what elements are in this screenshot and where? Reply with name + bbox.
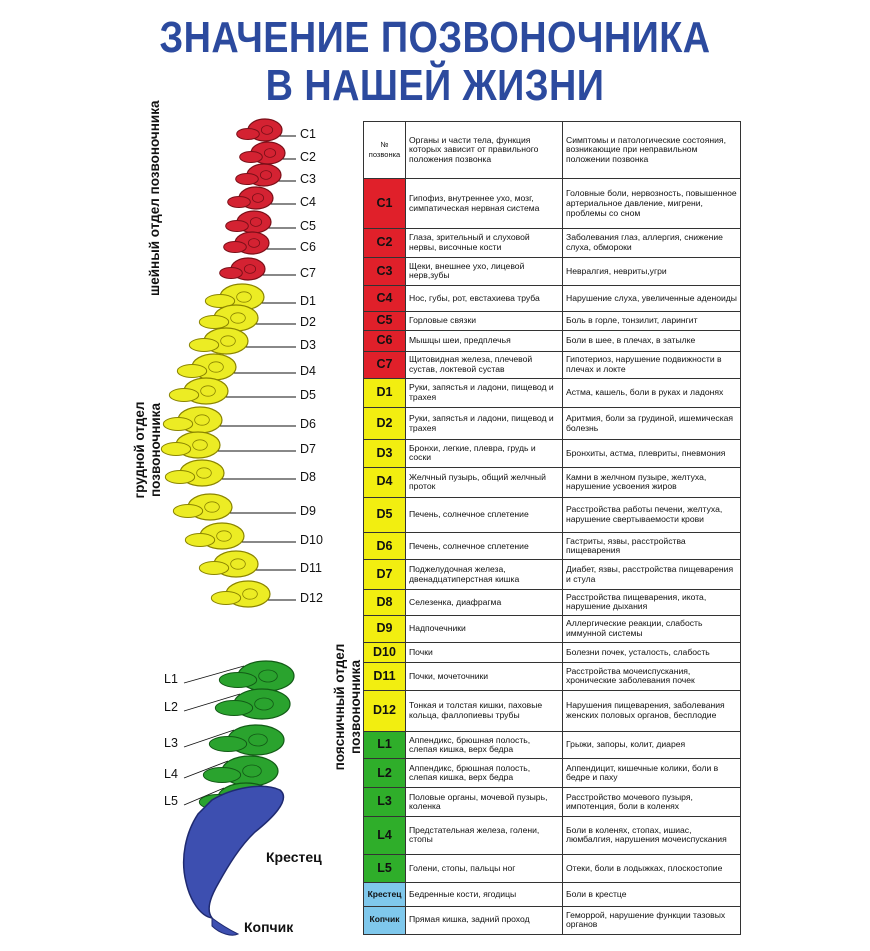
organs-cell: Бедренные кости, ягодицы [406,883,563,906]
vertebra-code-cell: L2 [364,759,406,788]
vertebra-label-c5: C5 [300,219,316,233]
vertebra-d6 [163,407,222,433]
vertebra-label-d2: D2 [300,315,316,329]
table-row [364,312,741,331]
symptoms-cell: Астма, кашель, боли в руках и ладонях [563,378,741,407]
organs-cell: Тонкая и толстая кишки, паховые кольца, фаллопиевы трубы [406,690,563,731]
organs-cell: Селезенка, диафрагма [406,589,563,615]
vertebra-label-d3: D3 [300,338,316,352]
vertebra-code-cell: D8 [364,589,406,615]
vertebra-code-cell: D7 [364,560,406,589]
thoracic-label-line-2: позвоночника [148,403,163,497]
table-row [364,378,741,407]
table-row [364,331,741,351]
lumbar-section-label [332,627,364,787]
vertebra-label-d1: D1 [300,294,316,308]
table-row [364,497,741,532]
vertebra-code-cell: L3 [364,788,406,816]
vertebra-code-cell: D1 [364,378,406,407]
table-row [364,285,741,311]
header-num: № позвонка [364,122,406,179]
symptoms-cell: Болезни почек, усталость, слабость [563,643,741,663]
vertebra-label-c1: C1 [300,127,316,141]
vertebra-d11 [199,551,258,577]
vertebra-code-cell: D4 [364,467,406,497]
table-header-row [364,122,741,179]
vertebra-label-c3: C3 [300,172,316,186]
symptoms-cell: Боли в крестце [563,883,741,906]
organs-cell: Глаза, зрительный и слуховой нервы, височные кости [406,229,563,257]
organs-cell: Печень, солнечное сплетение [406,497,563,532]
table-body [364,179,741,935]
vertebra-code-cell: D5 [364,497,406,532]
vertebra-c7 [220,258,265,280]
vertebra-code-cell: C4 [364,285,406,311]
vertebra-d12 [211,581,270,607]
organs-cell: Мышцы шеи, предплечья [406,331,563,351]
table-row [364,257,741,285]
symptoms-cell: Расстройство мочевого пузыря, импотенция, боли в коленях [563,788,741,816]
table-row [364,440,741,467]
symptoms-cell: Головные боли, нервозность, повышенное артериальное давление, мигрени, проблемы со сном [563,179,741,229]
symptoms-cell: Гипотериоз, нарушение подвижности в плечах и локте [563,351,741,378]
vertebra-code-cell: D10 [364,643,406,663]
title-line-2: В НАШЕЙ ЖИЗНИ [265,61,605,110]
organs-cell: Прямая кишка, задний проход [406,906,563,934]
header-symptoms: Симптомы и патологические состояния, возникающие при неправильном положении позвонка [563,122,741,179]
vertebra-c3 [236,164,281,186]
vertebra-d2 [199,305,258,331]
symptoms-cell: Расстройства пищеварения, икота, нарушение дыхания [563,589,741,615]
vertebra-code-cell: L5 [364,855,406,883]
symptoms-cell: Невралгия, невриты,угри [563,257,741,285]
vertebra-code-cell: D2 [364,408,406,440]
vertebra-d4 [177,354,236,380]
vertebra-l4 [203,756,278,786]
vertebra-label-d9: D9 [300,504,316,518]
vertebra-c6 [224,232,269,254]
vertebra-d3 [189,328,248,354]
table-row [364,229,741,257]
table-row [364,663,741,690]
organs-cell: Аппендикс, брюшная полость, слепая кишка, верх бедра [406,759,563,788]
vertebra-label-d4: D4 [300,364,316,378]
lumbar-label-line-1: поясничный отдел [332,643,347,771]
organs-cell: Половые органы, мочевой пузырь, коленка [406,788,563,816]
vertebra-l3 [209,725,284,755]
coccyx-shape [212,918,238,935]
symptoms-cell: Расстройства мочеиспускания, хронические заболевания почек [563,663,741,690]
vertebra-c5 [226,211,271,233]
symptoms-cell: Аллергические реакции, слабость иммунной системы [563,615,741,642]
vertebra-l1 [219,661,294,691]
symptoms-cell: Боль в горле, тонзилит, ларингит [563,312,741,331]
organs-cell: Аппендикс, брюшная полость, слепая кишка, верх бедра [406,731,563,758]
table-row [364,615,741,642]
vertebra-c4 [228,187,273,209]
table-row [364,816,741,854]
sacrum-label: Крестец [266,849,322,865]
vertebra-label-d12: D12 [300,591,323,605]
vertebra-code-cell: L1 [364,731,406,758]
table-row [364,906,741,934]
vertebra-d7 [161,432,220,458]
title-line-1: ЗНАЧЕНИЕ ПОЗВОНОЧНИКА [159,13,711,62]
vertebra-label-c2: C2 [300,150,316,164]
table-row [364,690,741,731]
lumbar-label-line-2: позвоночника [348,660,363,754]
vertebra-code-cell: C6 [364,331,406,351]
table-row [364,560,741,589]
vertebra-d5 [169,378,228,404]
vertebra-code-cell: C2 [364,229,406,257]
vertebra-code-cell: D9 [364,615,406,642]
vertebra-code-cell: C7 [364,351,406,378]
table-row [364,589,741,615]
vertebra-code-cell: Крестец [364,883,406,906]
vertebra-code-cell: L4 [364,816,406,854]
thoracic-label-line-1: грудной отдел [132,401,147,499]
vertebra-code-cell: C5 [364,312,406,331]
organs-cell: Бронхи, легкие, плевра, грудь и соски [406,440,563,467]
symptoms-cell: Нарушение слуха, увеличенные аденоиды [563,285,741,311]
vertebra-label-d8: D8 [300,470,316,484]
organs-cell: Нос, губы, рот, евстахиева труба [406,285,563,311]
organs-cell: Руки, запястья и ладони, пищевод и трахея [406,408,563,440]
vertebra-d9 [173,494,232,520]
organs-cell: Предстательная железа, голени, стопы [406,816,563,854]
table-row [364,883,741,906]
organs-cell: Печень, солнечное сплетение [406,533,563,560]
organs-cell: Почки [406,643,563,663]
symptoms-cell: Боли в шее, в плечах, в затылке [563,331,741,351]
vertebra-code-cell: D11 [364,663,406,690]
symptoms-cell: Гастриты, язвы, расстройства пищеварения [563,533,741,560]
organs-cell: Поджелудочная железа, двенадцатиперстная кишка [406,560,563,589]
vertebra-label-d5: D5 [300,388,316,402]
vertebra-table [363,121,741,935]
vertebra-c2 [240,142,285,164]
symptoms-cell: Диабет, язвы, расстройства пищеварения и стула [563,560,741,589]
table-row [364,759,741,788]
vertebrae [161,119,294,813]
organs-cell: Почки, мочеточники [406,663,563,690]
vertebra-label-l3: L3 [164,736,178,750]
table-row [364,643,741,663]
symptoms-cell: Геморрой, нарушение функции тазовых органов [563,906,741,934]
vertebra-code-cell: C1 [364,179,406,229]
vertebra-label-d6: D6 [300,417,316,431]
organs-cell: Щеки, внешнее ухо, лицевой нерв,зубы [406,257,563,285]
organs-cell: Руки, запястья и ладони, пищевод и трахея [406,378,563,407]
table-row [364,731,741,758]
symptoms-cell: Отеки, боли в лодыжках, плоскостопие [563,855,741,883]
vertebra-code-cell: Копчик [364,906,406,934]
symptoms-cell: Нарушения пищеварения, заболевания женских половых органов, бесплодие [563,690,741,731]
vertebra-label-d7: D7 [300,442,316,456]
organs-cell: Голени, стопы, пальцы ног [406,855,563,883]
thoracic-section-label [132,390,164,510]
vertebra-code-cell: D6 [364,533,406,560]
organs-cell: Надпочечники [406,615,563,642]
symptoms-cell: Камни в желчном пузыре, желтуха, нарушение усвоения жиров [563,467,741,497]
coccyx-label: Копчик [244,919,294,935]
table-row [364,179,741,229]
vertebra-label-l2: L2 [164,700,178,714]
table-row [364,467,741,497]
table-row [364,351,741,378]
symptoms-cell: Аритмия, боли за грудиной, ишемическая болезнь [563,408,741,440]
vertebra-code-cell: D12 [364,690,406,731]
vertebra-d8 [165,460,224,486]
organs-cell: Щитовидная железа, плечевой сустав, локтевой сустав [406,351,563,378]
vertebra-l2 [215,689,290,719]
header-organs: Органы и части тела, функция которых зависит от правильного положения позвонка [406,122,563,179]
vertebra-label-c7: C7 [300,266,316,280]
vertebra-label-l5: L5 [164,794,178,808]
symptoms-cell: Расстройства работы печени, желтуха, нарушение свертываемости крови [563,497,741,532]
table-row [364,533,741,560]
vertebra-code-cell: D3 [364,440,406,467]
vertebra-label-c4: C4 [300,195,316,209]
vertebra-code-cell: C3 [364,257,406,285]
cervical-section-label: шейный отдел позвоночника [147,100,162,296]
vertebra-c1 [237,119,282,141]
organs-cell: Горловые связки [406,312,563,331]
table-row [364,408,741,440]
vertebra-d10 [185,523,244,549]
table-row [364,855,741,883]
symptoms-cell: Аппендицит, кишечные колики, боли в бедре и паху [563,759,741,788]
vertebra-label-c6: C6 [300,240,316,254]
symptoms-cell: Грыжи, запоры, колит, диарея [563,731,741,758]
vertebra-label-l4: L4 [164,767,178,781]
organs-cell: Желчный пузырь, общий желчный проток [406,467,563,497]
vertebra-label-d10: D10 [300,533,323,547]
vertebra-label-l1: L1 [164,672,178,686]
organs-cell: Гипофиз, внутреннее ухо, мозг, симпатическая нервная система [406,179,563,229]
symptoms-cell: Бронхиты, астма, плевриты, пневмония [563,440,741,467]
symptoms-cell: Заболевания глаз, аллергия, снижение слуха, обмороки [563,229,741,257]
symptoms-cell: Боли в коленях, стопах, ишиас, люмбалгия, нарушения мочеиспускания [563,816,741,854]
vertebra-label-d11: D11 [300,561,323,575]
table-row [364,788,741,816]
